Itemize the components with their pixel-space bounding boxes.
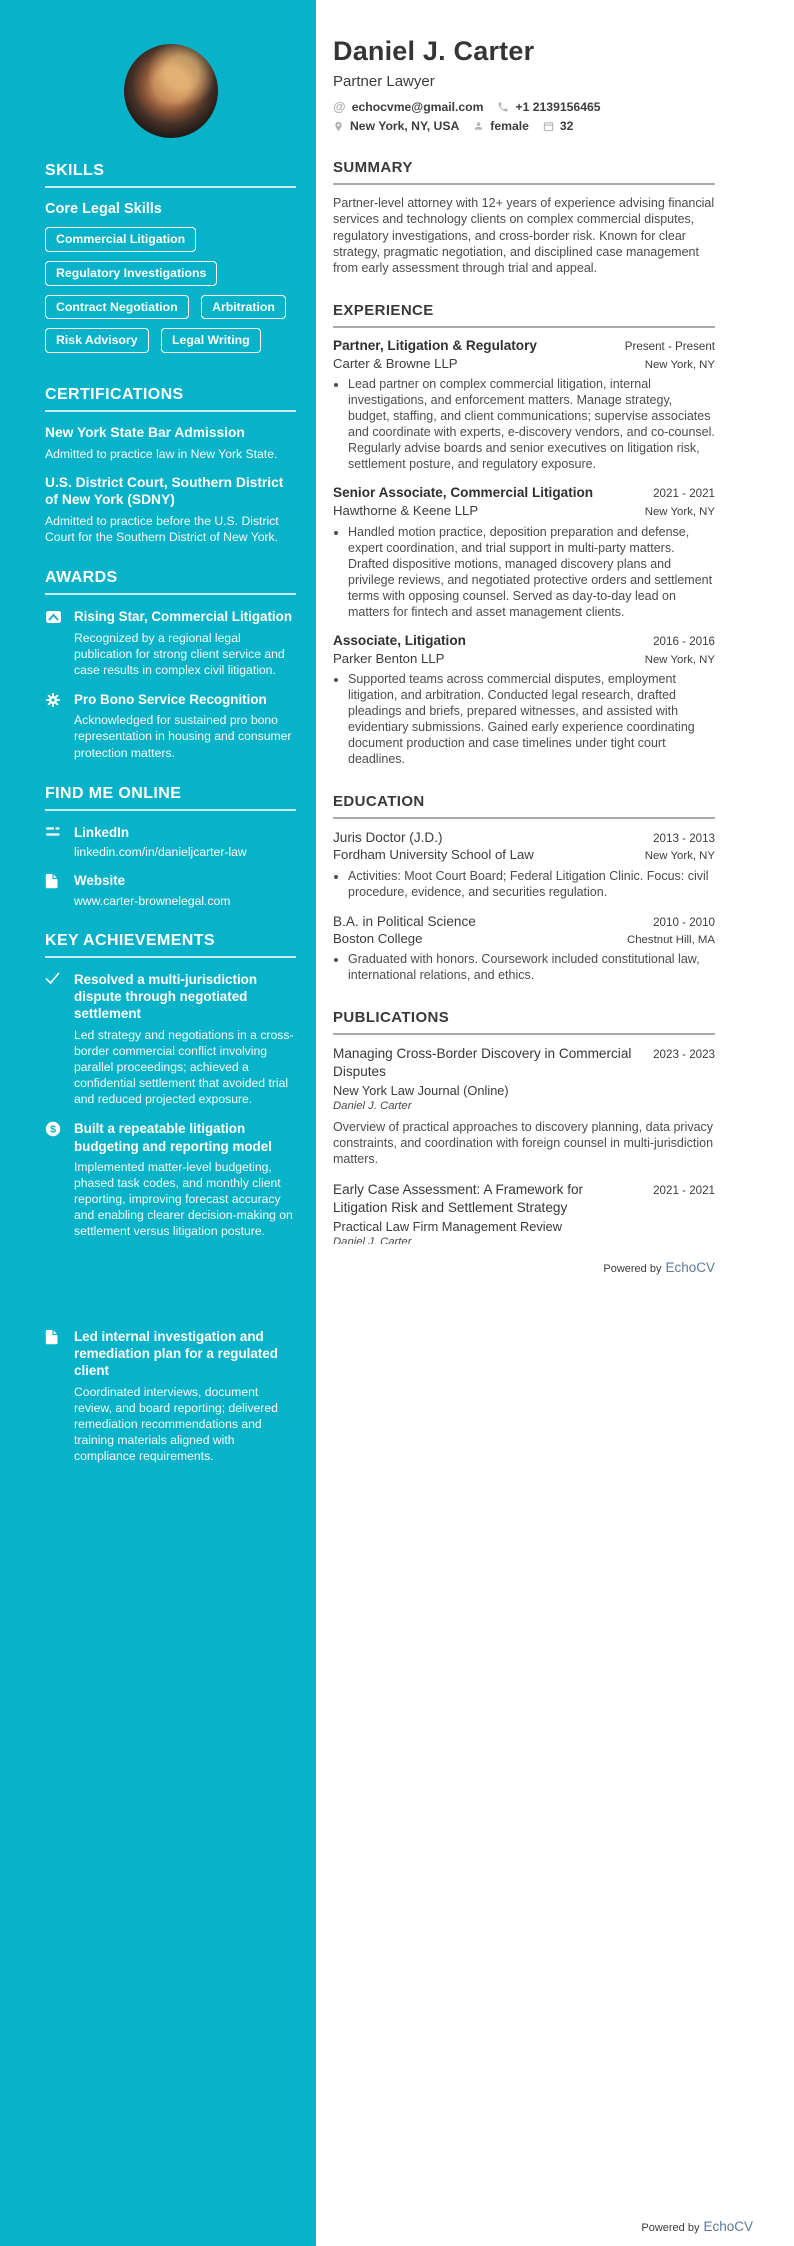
gear-icon — [45, 691, 62, 761]
certification-name: New York State Bar Admission — [45, 425, 245, 440]
check-icon — [45, 971, 62, 1108]
achievement-item — [45, 1328, 296, 1465]
find-me-online-section — [45, 785, 296, 908]
achievement-description: Led strategy and negotiations in a cross-border commercial conflict involving parallel proceedings; achieved a confidential settlement that avoided trial and reduced projected exposure. — [74, 1027, 294, 1107]
summary-heading: SUMMARY — [333, 159, 413, 176]
person-icon — [473, 120, 484, 132]
divider — [45, 593, 296, 595]
achievement-item — [45, 971, 296, 1108]
sidebar — [0, 0, 316, 2246]
powered-by-label: Powered by — [603, 1262, 662, 1275]
gender-contact — [473, 119, 529, 133]
publications-section — [333, 1009, 715, 1243]
phone-contact — [497, 99, 600, 114]
find-me-online-heading: FIND ME ONLINE — [45, 784, 182, 802]
experience-location: New York, NY — [644, 653, 715, 666]
publication-venue: Practical Law Firm Management Review — [333, 1218, 563, 1234]
experience-company: Parker Benton LLP — [333, 650, 445, 666]
email-value[interactable]: echocvme@gmail.com — [351, 99, 484, 114]
education-dates: 2013 - 2013 — [653, 831, 715, 845]
certifications-section — [45, 386, 296, 545]
skills-section — [45, 162, 296, 362]
experience-entry — [333, 338, 715, 472]
phone-icon — [497, 101, 509, 113]
award-title: Pro Bono Service Recognition — [74, 691, 267, 707]
experience-bullet: • Handled motion practice, deposition preparation and defense, expert coordination, and trial support in multi-party matters. Drafted dispositive motions, managed discovery plans and privilege reviews, and negotiated protective orders and settlement terms with opposing counsel. Served as day-to-day lead on matters for fintech and asset management clients. — [348, 524, 715, 620]
key-achievements-section — [45, 932, 296, 1465]
education-degree: Juris Doctor (J.D.) — [333, 829, 443, 845]
divider — [333, 183, 715, 185]
experience-company: Carter & Browne LLP — [333, 356, 458, 372]
skill-tag: Regulatory Investigations — [45, 261, 217, 286]
phone-value: +1 2139156465 — [515, 99, 601, 114]
skill-tags — [45, 227, 296, 362]
online-profile-item — [45, 824, 296, 859]
email-contact — [333, 99, 483, 114]
education-school: Boston College — [333, 931, 423, 947]
experience-section — [333, 302, 715, 766]
contact-row — [333, 99, 715, 133]
education-section — [333, 793, 715, 984]
divider — [45, 410, 296, 412]
publication-author: Daniel J. Carter — [333, 1099, 412, 1112]
profile-label: Website — [74, 873, 126, 889]
summary-section — [333, 159, 715, 276]
divider — [333, 326, 715, 328]
education-entry — [333, 913, 715, 984]
echocv-brand: EchoCV — [703, 2219, 753, 2234]
skill-tag: Commercial Litigation — [45, 227, 196, 252]
profile-label: LinkedIn — [74, 824, 130, 840]
education-bullet: • Graduated with honors. Coursework included constitutional law, international relations, and ethics. — [348, 951, 715, 983]
awards-heading: AWARDS — [45, 569, 118, 587]
achievement-title: Built a repeatable litigation budgeting and reporting model — [74, 1121, 272, 1154]
award-title: Rising Star, Commercial Litigation — [74, 609, 293, 625]
summary-text: Partner-level attorney with 12+ years of experience advising financial services and technology clients on complex commercial disputes, regulatory investigations, and cross-border risk. Known for clear strategy, pragmatic negotiation, and disciplined case management from early assessment through trial and appeal. — [333, 196, 715, 275]
awards-section — [45, 569, 296, 760]
publication-author: Daniel J. Carter — [333, 1235, 412, 1244]
certifications-heading: CERTIFICATIONS — [45, 386, 184, 403]
achievement-title: Resolved a multi-jurisdiction dispute through negotiated settlement — [74, 971, 258, 1022]
experience-bullet: • Lead partner on complex commercial litigation, internal investigations, and enforcement matters. Manage strategy, budget, staffing, and client communications; supervise associates and coordinate with experts, e-discovery vendors, and co-counsel. Regularly advise boards and senior executives on litigation risk, settlement posture, and regulatory exposure. — [348, 376, 715, 472]
divider — [333, 817, 715, 819]
publication-description: Overview of practical approaches to discovery planning, data privacy constraints, and coordination with foreign counsel in multi-jurisdiction matters. — [333, 1119, 714, 1167]
calendar-icon — [543, 121, 554, 132]
experience-entry — [333, 485, 715, 619]
experience-company: Hawthorne & Keene LLP — [333, 503, 479, 519]
publication-dates: 2023 - 2023 — [653, 1048, 715, 1062]
publication-dates: 2021 - 2021 — [653, 1184, 715, 1198]
powered-by-footer-bottom — [641, 2219, 753, 2234]
gender-value: female — [490, 119, 529, 133]
experience-role: Senior Associate, Commercial Litigation — [333, 485, 594, 501]
profile-url-link[interactable]: www.carter-brownelegal.com — [74, 893, 231, 908]
experience-entry — [333, 633, 715, 767]
divider — [45, 186, 296, 188]
experience-dates: 2016 - 2016 — [653, 634, 715, 648]
publication-entry — [333, 1181, 715, 1243]
experience-dates: 2021 - 2021 — [653, 487, 715, 501]
divider — [333, 1033, 715, 1035]
page-title: Daniel J. Carter — [333, 36, 535, 66]
publication-entry — [333, 1045, 715, 1167]
age-contact — [543, 119, 574, 133]
experience-location: New York, NY — [644, 359, 715, 372]
skills-group-title: Core Legal Skills — [45, 201, 162, 217]
powered-by-footer — [333, 1260, 715, 1275]
award-description: Recognized by a regional legal publication for strong client service and case results in complex civil litigation. — [74, 630, 285, 677]
divider — [45, 956, 296, 958]
certification-description: Admitted to practice before the U.S. District Court for the Southern District of New York. — [45, 514, 279, 545]
publications-heading: PUBLICATIONS — [333, 1009, 450, 1027]
profile-photo — [124, 44, 218, 138]
education-location: Chestnut Hill, MA — [627, 934, 715, 947]
online-profile-item — [45, 872, 296, 907]
achievement-description: Coordinated interviews, document review, and board reporting; delivered remediation recommendations and training materials aligned with compliance requirements. — [74, 1384, 278, 1464]
website-icon — [45, 872, 62, 907]
education-dates: 2010 - 2010 — [653, 915, 715, 929]
publication-venue: New York Law Journal (Online) — [333, 1082, 509, 1098]
certification-name: U.S. District Court, Southern District of New York (SDNY) — [45, 474, 284, 508]
publication-title: Managing Cross-Border Discovery in Commercial Disputes — [333, 1046, 632, 1079]
award-item — [45, 608, 296, 678]
location-pin-icon — [333, 120, 344, 133]
experience-role: Associate, Litigation — [333, 632, 466, 648]
certification-item — [45, 474, 296, 546]
education-heading: EDUCATION — [333, 792, 425, 810]
echocv-brand: EchoCV — [665, 1259, 715, 1275]
skill-tag: Legal Writing — [161, 328, 261, 353]
experience-location: New York, NY — [644, 506, 715, 519]
main-column — [333, 0, 715, 1275]
skill-tag: Arbitration — [201, 295, 286, 320]
certification-item — [45, 424, 296, 462]
age-value: 32 — [559, 119, 574, 133]
ribbon-icon — [45, 608, 62, 678]
svg-text:$: $ — [50, 1123, 56, 1136]
key-achievements-heading: KEY ACHIEVEMENTS — [45, 931, 215, 949]
divider — [45, 809, 296, 811]
achievement-description: Implemented matter-level budgeting, phased task codes, and monthly client reporting, improving forecast accuracy and enabling clearer decision-making on settlement versus litigation posture. — [74, 1160, 293, 1239]
experience-dates: Present - Present — [624, 340, 715, 354]
education-school: Fordham University School of Law — [333, 847, 534, 863]
email-icon: @ — [333, 99, 346, 114]
job-title: Partner Lawyer — [333, 73, 435, 90]
location-contact — [333, 119, 459, 133]
award-description: Acknowledged for sustained pro bono representation in housing and consumer protection matters. — [74, 713, 292, 760]
linkedin-icon — [45, 824, 62, 859]
achievement-item — [45, 1120, 296, 1239]
skill-tag: Risk Advisory — [45, 328, 149, 353]
education-location: New York, NY — [644, 850, 715, 863]
award-item — [45, 691, 296, 761]
education-bullet: • Activities: Moot Court Board; Federal Litigation Clinic. Focus: civil procedure, evidence, and securities regulation. — [348, 868, 715, 900]
dollar-icon — [45, 1120, 62, 1239]
achievement-title: Led internal investigation and remediation plan for a regulated client — [74, 1328, 278, 1379]
powered-by-label: Powered by — [641, 2222, 700, 2234]
education-entry — [333, 829, 715, 900]
experience-bullet: • Supported teams across commercial disputes, employment litigation, and arbitration. Conducted legal research, drafted pleadings and briefs, prepared witnesses, and assisted with evidentiary submissions. Gained early experience coordinating document production and case timelines under tight court deadlines. — [348, 671, 715, 767]
document-icon — [45, 1328, 62, 1465]
profile-url-link[interactable]: linkedin.com/in/danieljcarter-law — [74, 845, 247, 860]
skills-heading: SKILLS — [45, 162, 105, 179]
certification-description: Admitted to practice law in New York State. — [45, 446, 278, 461]
skill-tag: Contract Negotiation — [45, 295, 189, 320]
location-value: New York, NY, USA — [350, 119, 460, 133]
experience-role: Partner, Litigation & Regulatory — [333, 338, 537, 354]
publication-title: Early Case Assessment: A Framework for Litigation Risk and Settlement Strategy — [333, 1182, 584, 1216]
experience-heading: EXPERIENCE — [333, 302, 434, 320]
education-degree: B.A. in Political Science — [333, 913, 476, 929]
